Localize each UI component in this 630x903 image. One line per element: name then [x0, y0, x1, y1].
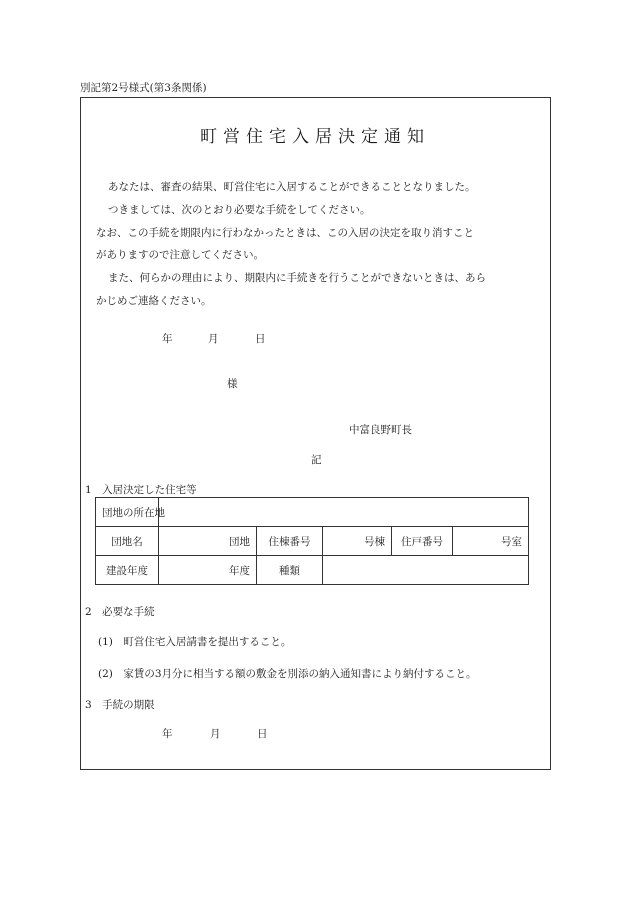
unit-number-unit: 号室 [453, 527, 529, 556]
body-paragraph-4-line-1: また、何らかの理由により、期限内に手続きを行うことができないときは、あら [108, 272, 486, 284]
deadline-year-label: 年 [162, 728, 173, 740]
date-day-label: 日 [255, 333, 266, 345]
type-label: 種類 [257, 556, 323, 585]
body-paragraph-3-line-1: なお、この手続を期限内に行わなかったときは、この入居の決定を取り消すこと [96, 227, 474, 239]
body-paragraph-1: あなたは、審査の結果、町営住宅に入居することができることとなりました。 [108, 181, 476, 193]
issuer-name: 中富良野町長 [349, 424, 412, 436]
section-2-heading: 2 必要な手続 [85, 606, 155, 618]
table-row-location [96, 498, 529, 527]
table-row-construction [96, 556, 529, 585]
unit-number-label: 住戸番号 [392, 527, 453, 556]
ki-heading: 記 [311, 454, 322, 466]
body-paragraph-4-line-2: かじめご連絡ください。 [96, 295, 212, 307]
document-title: 町営住宅入居決定通知 [200, 127, 430, 147]
location-label: 団地の所在地 [96, 498, 159, 527]
body-paragraph-2: つきましては、次のとおり必要な手続をしてください。 [108, 204, 371, 216]
form-number-label: 別記第2号様式(第3条関係) [80, 82, 207, 94]
housing-info-table [95, 497, 529, 585]
recipient-suffix: 様 [227, 378, 238, 390]
table-row-building [96, 527, 529, 556]
section-3-heading: 3 手続の期限 [85, 699, 155, 711]
location-value [159, 498, 529, 527]
danchi-unit: 団地 [159, 527, 257, 556]
building-number-unit: 号棟 [323, 527, 392, 556]
construction-year-label: 建設年度 [96, 556, 159, 585]
date-month-label: 月 [208, 333, 219, 345]
deadline-day-label: 日 [257, 728, 268, 740]
procedure-item-1: (1) 町営住宅入居請書を提出すること。 [98, 636, 292, 648]
building-number-label: 住棟番号 [257, 527, 323, 556]
construction-year-unit: 年度 [159, 556, 257, 585]
procedure-item-2: (2) 家賃の3月分に相当する額の敷金を別添の納入通知書により納付すること。 [98, 668, 477, 680]
body-paragraph-3-line-2: がありますので注意してください。 [96, 249, 264, 261]
type-value [323, 556, 529, 585]
section-1-heading: 1 入居決定した住宅等 [85, 484, 197, 496]
date-year-label: 年 [162, 333, 173, 345]
deadline-month-label: 月 [210, 728, 221, 740]
danchi-label: 団地名 [96, 527, 159, 556]
